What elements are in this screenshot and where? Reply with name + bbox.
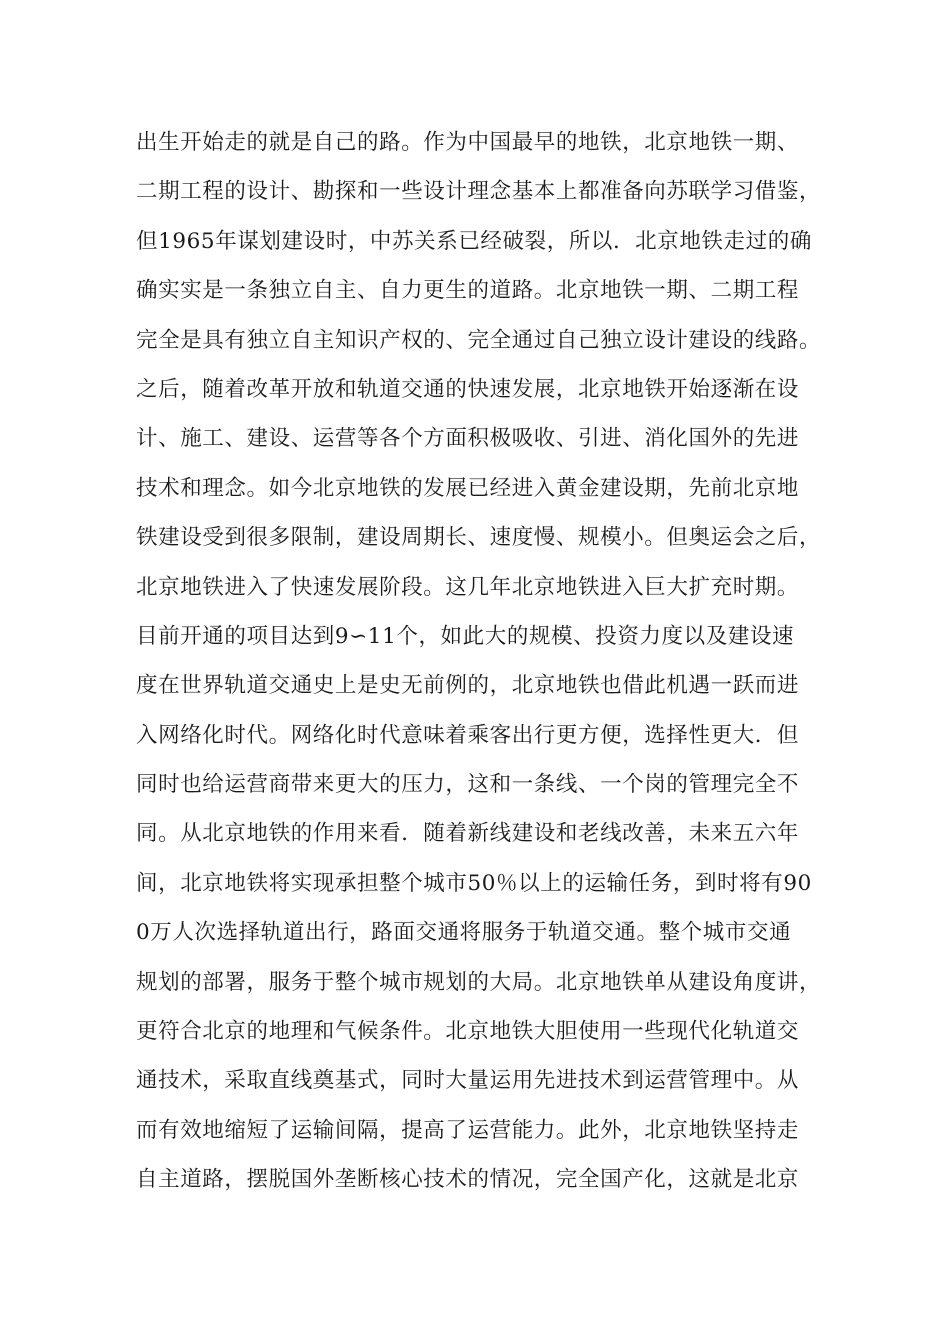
text-line: 计、施工、建设、运营等各个方面积极吸收、引进、消化国外的先进 — [136, 426, 800, 452]
text-line: 同。从北京地铁的作用来看．随着新线建设和老线改善，未来五六年 — [136, 821, 800, 847]
text-line: 完全是具有独立自主知识产权的、完全通过自己独立设计建设的线路。 — [136, 327, 822, 353]
text-line: 规划的部署，服务于整个城市规划的大局。北京地铁单从建设角度讲， — [136, 969, 822, 995]
text-line: 出生开始走的就是自己的路。作为中国最早的地铁，北京地铁一期、 — [136, 130, 800, 155]
text-line: 铁建设受到很多限制，建设周期长、速度慢、规模小。但奥运会之后， — [136, 525, 822, 551]
text-line: 更符合北京的地理和气候条件。北京地铁大胆使用一些现代化轨道交 — [136, 1019, 800, 1045]
text-line: 度在世界轨道交通史上是史无前例的，北京地铁也借此机遇一跃而进 — [136, 673, 800, 699]
text-line: 而有效地缩短了运输间隔，提高了运营能力。此外，北京地铁坚持走 — [136, 1117, 800, 1143]
body-text — [136, 118, 826, 1205]
text-line: 通技术，采取直线奠基式，同时大量运用先进技术到运营管理中。从 — [136, 1068, 800, 1094]
text-line: 自主道路，摆脱国外垄断核心技术的情况，完全国产化，这就是北京 — [136, 1167, 800, 1193]
text-line: 入网络化时代。网络化时代意味着乘客出行更方便，选择性更大．但 — [136, 722, 800, 748]
text-line: 技术和理念。如今北京地铁的发展已经进入黄金建设期，先前北京地 — [136, 475, 800, 501]
text-line: 但1965年谋划建设时，中苏关系已经破裂，所以．北京地铁走过的确 — [136, 228, 812, 254]
text-line: 之后，随着改革开放和轨道交通的快速发展，北京地铁开始逐渐在设 — [136, 376, 800, 402]
text-line: 目前开通的项目达到9∽11个，如此大的规模、投资力度以及建设速 — [136, 623, 795, 649]
text-line: 间，北京地铁将实现承担整个城市50％以上的运输任务，到时将有90 — [136, 870, 812, 896]
text-line: 二期工程的设计、勘探和一些设计理念基本上都准备向苏联学习借鉴， — [136, 179, 822, 205]
text-line: 确实实是一条独立自主、自力更生的道路。北京地铁一期、二期工程 — [136, 278, 800, 304]
text-line: 同时也给运营商带来更大的压力，这和一条线、一个岗的管理完全不 — [136, 772, 800, 798]
text-line: 北京地铁进入了快速发展阶段。这几年北京地铁进入巨大扩充时期。 — [136, 574, 800, 600]
text-line: 0万人次选择轨道出行，路面交通将服务于轨道交通。整个城市交通 — [136, 920, 792, 946]
